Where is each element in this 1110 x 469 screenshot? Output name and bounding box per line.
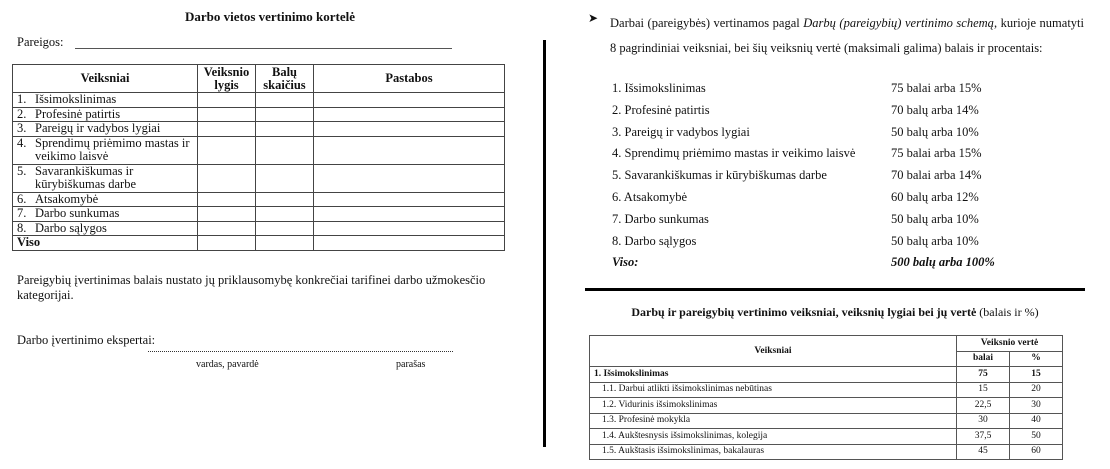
table-row: 6. Atsakomybė bbox=[13, 192, 505, 207]
list-item: 8. Darbo sąlygos 50 balų arba 10% bbox=[612, 233, 979, 248]
experts-label: Darbo įvertinimo ekspertai: bbox=[17, 333, 156, 347]
name-label: vardas, pavardė bbox=[196, 359, 259, 370]
section-divider bbox=[585, 288, 1085, 291]
signature-dotted-line[interactable] bbox=[148, 347, 453, 352]
header-percent: % bbox=[1010, 351, 1063, 367]
table-row: 1.2. Vidurinis išsimokslinimas 22,5 30 bbox=[590, 398, 1063, 414]
list-item: 5. Savarankiškumas ir kūrybiškumas darbe 70 balai arba 14% bbox=[612, 168, 982, 183]
list-total: Viso: 500 balų arba 100% bbox=[612, 255, 995, 270]
table-row: 1. Išsimokslinimas bbox=[13, 93, 505, 108]
list-item: 4. Sprendimų priėmimo mastas ir veikimo laisvė 75 balai arba 15% bbox=[612, 146, 982, 161]
intro-paragraph: Darbai (pareigybės) vertinamos pagal Darbų (pareigybių) vertinimo schemą, kurioje numatyti 8 pagrindiniai veiksniai, bei šių veiksnių vertė (maksimali galima) balais ir procentais: bbox=[610, 16, 1084, 55]
header-veiksnio-lygis: Veiksnio lygis bbox=[198, 65, 256, 93]
evaluation-paragraph: Pareigybių įvertinimas balais nustato jų priklausomybę konkrečiai tarifinei darbo užmokesčio kategorijai. bbox=[17, 273, 486, 302]
list-item: 7. Darbo sunkumas 50 balų arba 10% bbox=[612, 211, 979, 226]
header-balai: balai bbox=[957, 351, 1010, 367]
header-veiksniai: Veiksniai bbox=[13, 65, 198, 93]
table-row: 1.5. Aukštasis išsimokslinimas, bakalauras 45 60 bbox=[590, 444, 1063, 460]
header-pastabos: Pastabos bbox=[314, 65, 505, 93]
table-subtitle: Darbų ir pareigybių vertinimo veiksniai, veiksnių lygiai bei jų vertė (balais ir %) bbox=[631, 305, 1039, 319]
factor-list bbox=[612, 81, 1052, 277]
list-item: 3. Pareigų ir vadybos lygiai 50 balų arba 10% bbox=[612, 124, 979, 139]
list-item: 6. Atsakomybė 60 balų arba 12% bbox=[612, 189, 979, 204]
header-veiksnio-verte: Veiksnio vertė bbox=[957, 336, 1063, 352]
table-row: 1.4. Aukštesnysis išsimokslinimas, kolegija 37,5 50 bbox=[590, 429, 1063, 445]
table-row: 5. Savarankiškumas ir kūrybiškumas darbe bbox=[13, 164, 505, 192]
pareigos-field-line[interactable] bbox=[75, 48, 452, 49]
card-title: Darbo vietos vertinimo kortelė bbox=[184, 9, 356, 24]
table-row: 7. Darbo sunkumas bbox=[13, 207, 505, 222]
evaluation-card-table bbox=[12, 64, 505, 251]
factor-value-table bbox=[589, 335, 1063, 460]
table-header-row bbox=[13, 65, 505, 93]
arrow-bullet-icon: ➤ bbox=[588, 11, 599, 25]
header-balu-skaicius: Balų skaičius bbox=[256, 65, 314, 93]
signature-label: parašas bbox=[396, 359, 426, 370]
table-row: 1.1. Darbui atlikti išsimokslinimas nebūtinas 15 20 bbox=[590, 382, 1063, 398]
list-item: 2. Profesinė patirtis 70 balų arba 14% bbox=[612, 102, 979, 117]
table-header-row bbox=[590, 336, 1063, 352]
table-row: 1. Išsimokslinimas 75 15 bbox=[590, 367, 1063, 383]
table-row: 1.3. Profesinė mokykla 30 40 bbox=[590, 413, 1063, 429]
list-item: 1. Išsimokslinimas 75 balai arba 15% bbox=[612, 81, 982, 95]
table-row: 2. Profesinė patirtis bbox=[13, 107, 505, 122]
table-total-row: Viso bbox=[13, 236, 505, 251]
pareigos-label: Pareigos: bbox=[17, 35, 64, 49]
header-veiksniai: Veiksniai bbox=[590, 336, 957, 367]
table-row: 3. Pareigų ir vadybos lygiai bbox=[13, 122, 505, 137]
table-row: 8. Darbo sąlygos bbox=[13, 221, 505, 236]
table-row: 4. Sprendimų priėmimo mastas ir veikimo laisvė bbox=[13, 136, 505, 164]
page-divider bbox=[543, 40, 546, 447]
